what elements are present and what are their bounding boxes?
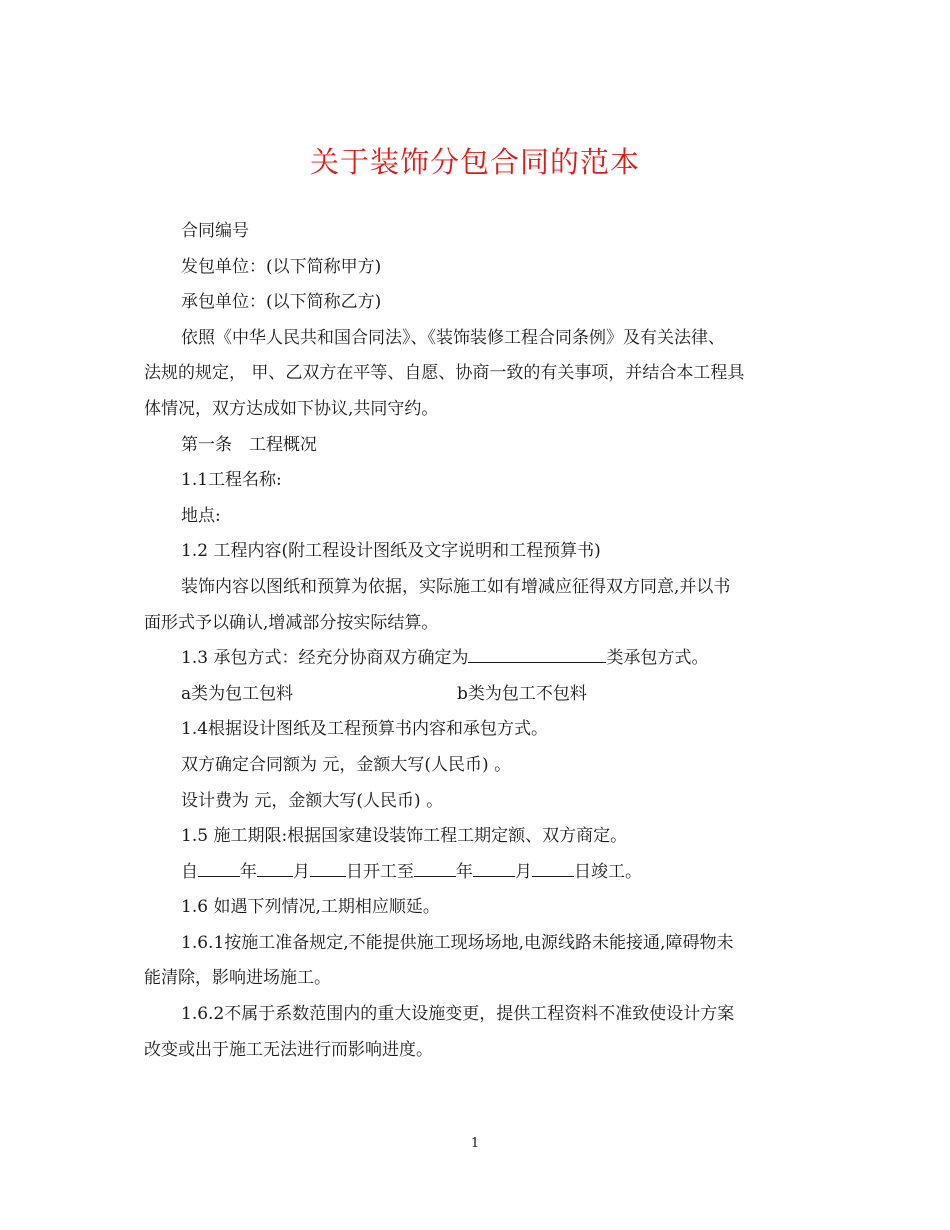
end-year-label: 年	[456, 861, 473, 882]
start-day-blank	[310, 858, 346, 877]
date-range-line	[144, 855, 804, 891]
legal-basis-line-3: 体情况，双方达成如下协议,共同守约。	[144, 398, 439, 419]
document-body	[144, 214, 804, 1068]
article-1-heading: 第一条 工程概况	[181, 434, 317, 455]
clause-1-6-1-line-2: 能清除，影响进场施工。	[144, 968, 331, 989]
delay-conditions-line: 1.6 如遇下列情况,工期相应顺延。	[181, 897, 440, 918]
project-name-line: 1.1工程名称:	[181, 470, 282, 491]
start-year-blank	[198, 858, 240, 877]
contract-types-line	[144, 677, 804, 713]
page-number: 1	[470, 1136, 480, 1151]
type-b-label: b类为包工不包料	[457, 683, 587, 704]
contract-mode-prefix: 1.3 承包方式：经充分协商双方确定为	[181, 648, 469, 669]
decoration-content-line-2: 面形式予以确认,增减部分按实际结算。	[144, 612, 439, 633]
contract-amount-line: 双方确定合同额为 元，金额大写(人民币) 。	[181, 754, 512, 775]
location-line: 地点:	[181, 505, 221, 526]
project-content-line: 1.2 工程内容(附工程设计图纸及文字说明和工程预算书)	[181, 541, 601, 562]
party-b-line: 承包单位：(以下简称乙方)	[181, 292, 382, 313]
end-day-blank	[532, 858, 574, 877]
start-month-label: 月	[293, 861, 310, 882]
end-month-blank	[473, 858, 515, 877]
clause-1-6-1-line-1: 1.6.1按施工准备规定,不能提供施工现场场地,电源线路未能接通,障碍物未	[181, 932, 734, 953]
legal-basis-line-1: 依照《中华人民共和国合同法》、《装饰装修工程合同条例》及有关法律、	[181, 327, 725, 348]
clause-1-6-2-line-1: 1.6.2不属于系数范围内的重大设施变更，提供工程资料不准致使设计方案	[181, 1004, 735, 1025]
clause-1-6-2-line-2: 改变或出于施工无法进行而影响进度。	[144, 1039, 433, 1060]
contract-mode-line	[144, 641, 804, 677]
construction-period-line: 1.5 施工期限:根据国家建设装饰工程工期定额、双方商定。	[181, 826, 628, 847]
contract-mode-suffix: 类承包方式。	[606, 648, 709, 669]
party-a-line: 发包单位：(以下简称甲方)	[181, 256, 382, 277]
end-month-label: 月	[515, 861, 532, 882]
end-year-blank	[414, 858, 456, 877]
contract-number-line: 合同编号	[181, 221, 249, 241]
end-day-label: 日竣工。	[574, 861, 642, 882]
start-month-blank	[257, 858, 293, 877]
document-title: 关于装饰分包合同的范本	[309, 145, 640, 179]
start-day-label: 日开工至	[346, 861, 414, 882]
contract-mode-blank	[468, 644, 606, 663]
decoration-content-line-1: 装饰内容以图纸和预算为依据，实际施工如有增减应征得双方同意,并以书	[181, 576, 731, 597]
type-a-label: a类为包工包料	[181, 683, 294, 704]
design-basis-line: 1.4根据设计图纸及工程预算书内容和承包方式。	[181, 719, 549, 740]
design-fee-line: 设计费为 元，金额大写(人民币) 。	[181, 790, 444, 811]
date-from-label: 自	[181, 861, 198, 882]
start-year-label: 年	[240, 861, 257, 882]
legal-basis-line-2: 法规的规定， 甲、乙双方在平等、自愿、协商一致的有关事项，并结合本工程具	[144, 363, 745, 384]
